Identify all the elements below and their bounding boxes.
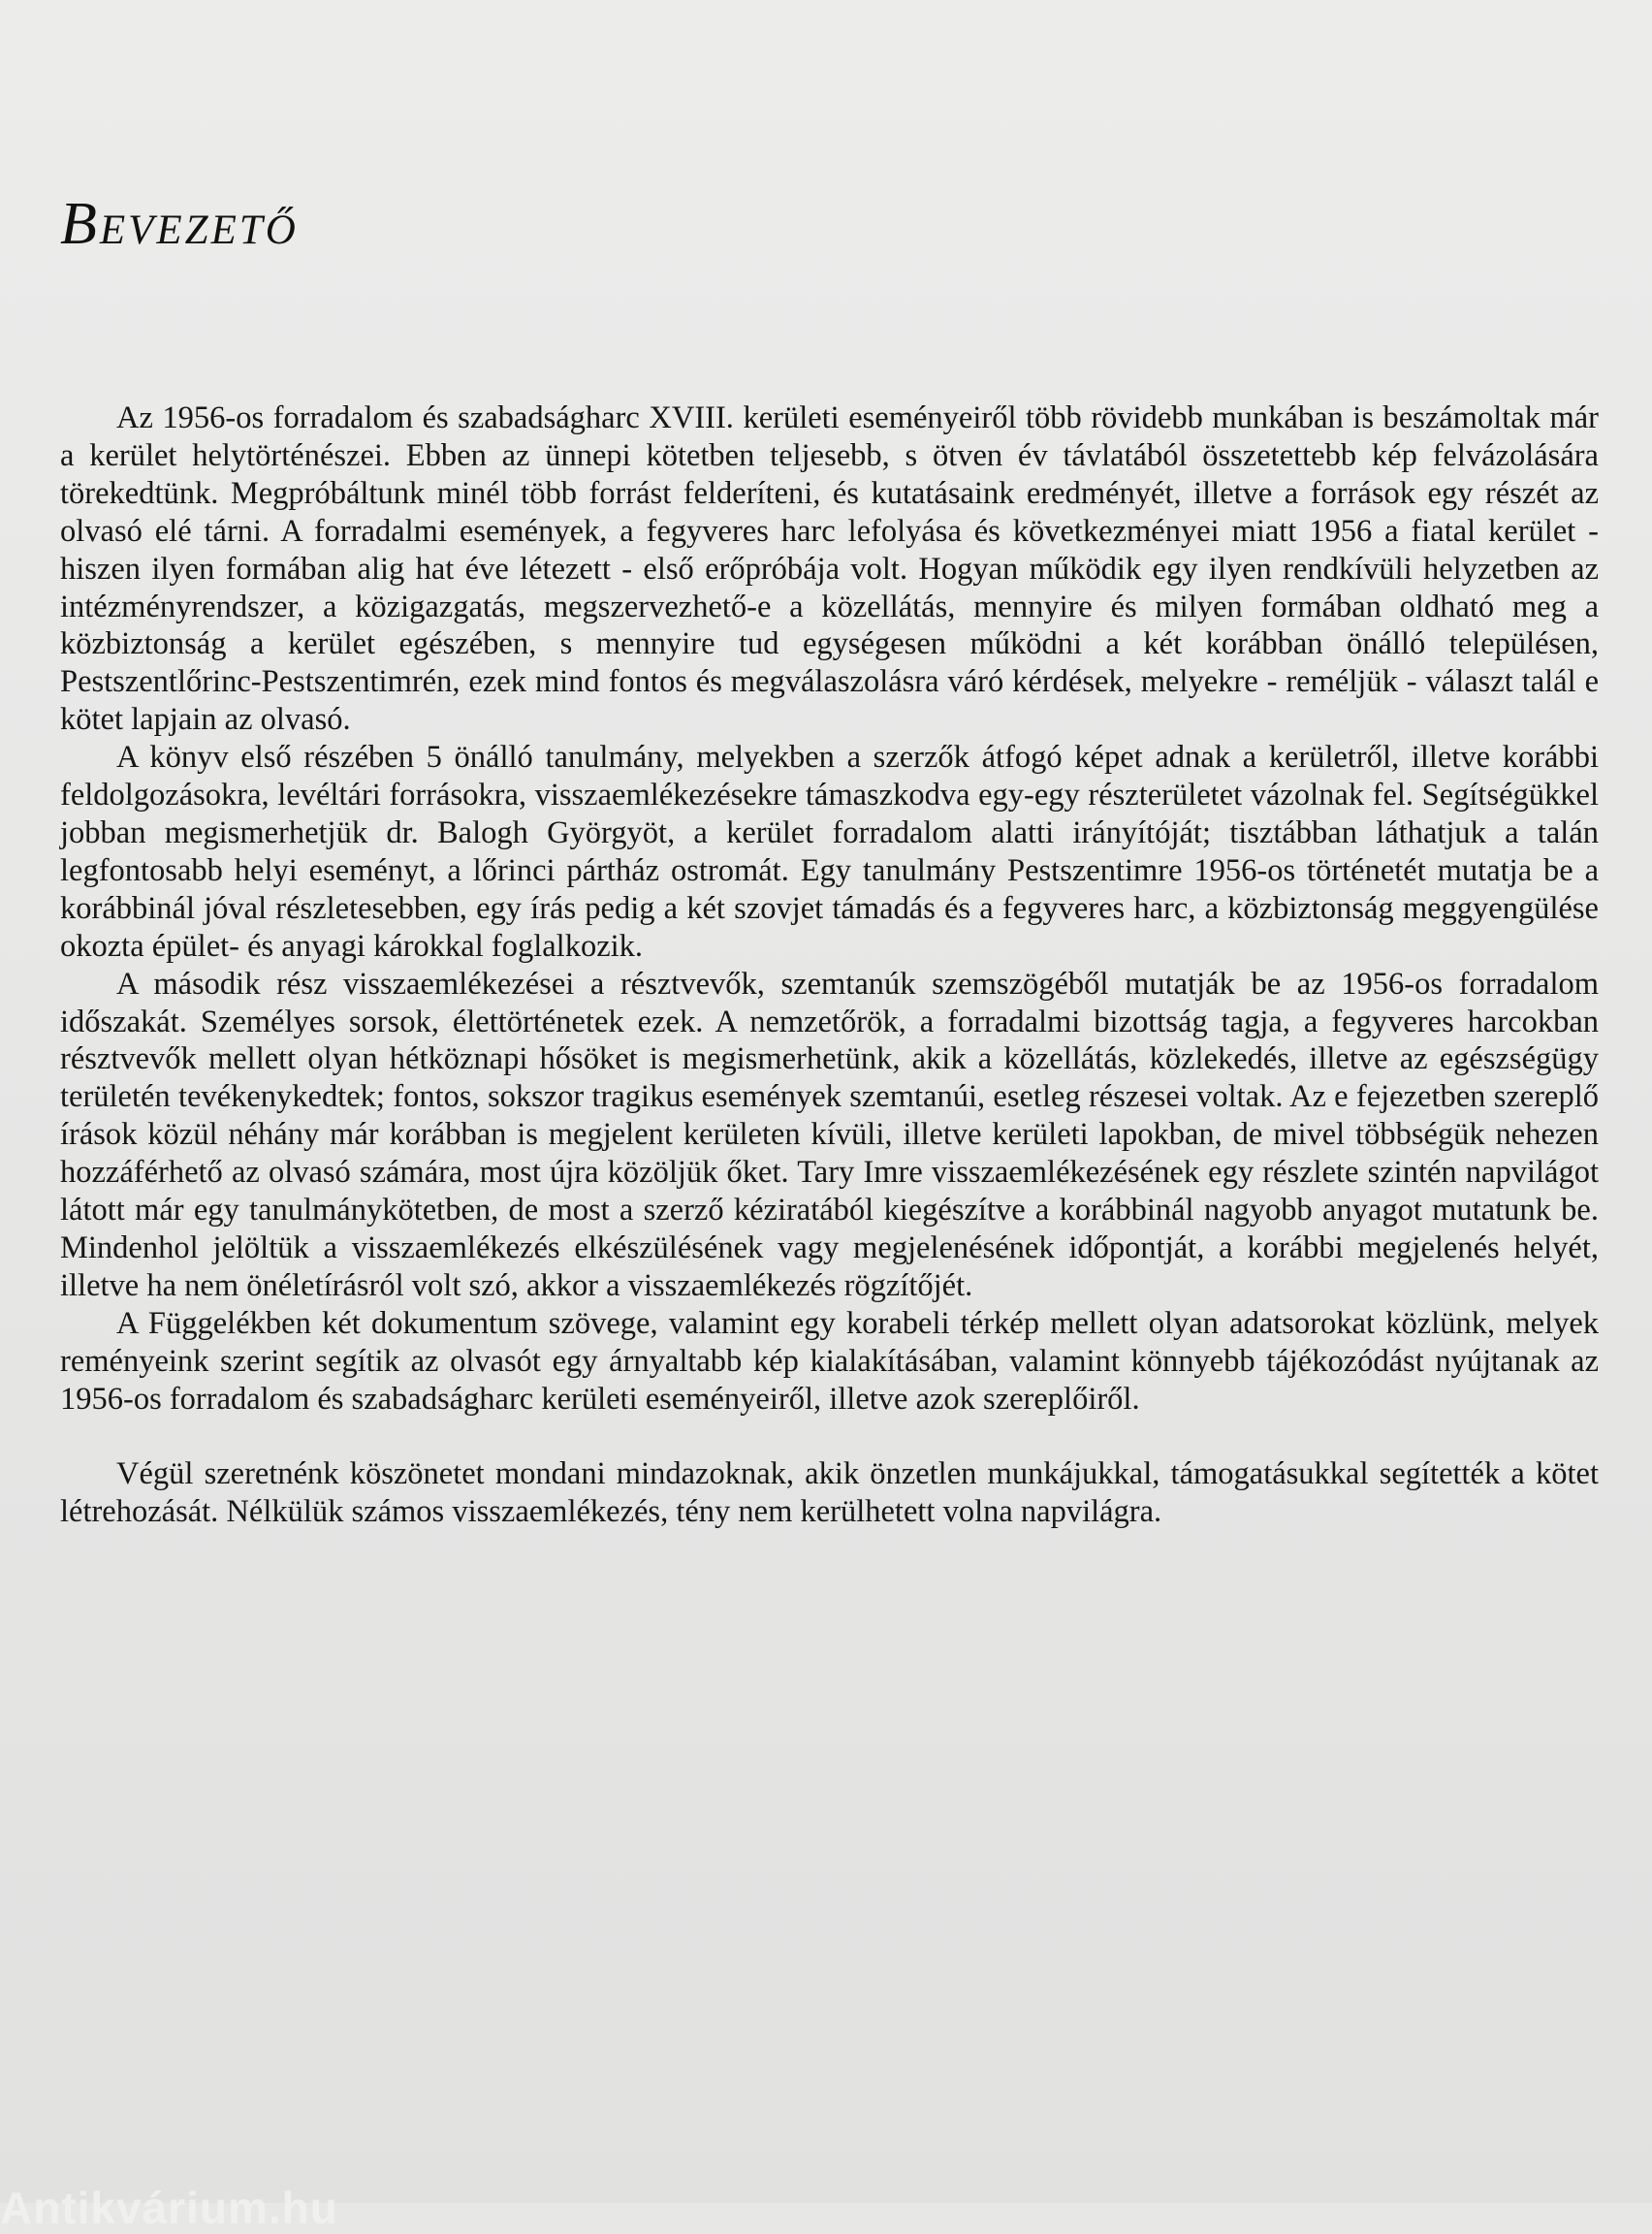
paragraph: A Függelékben két dokumentum szövege, valamint egy korabeli térkép mellett olyan adatsorokat közlünk, melyek reményeink szerint segítik az olvasót egy árnyaltabb kép kialakításában, valamint könnyebb tájékozódást nyújtanak az 1956-os forradalom és szabadságharc kerületi eseményeiről, illetve azok szereplőiről.	[60, 1305, 1599, 1417]
paragraph: A második rész visszaemlékezései a résztvevők, szemtanúk szemszögéből mutatják be az 1956-os forradalom időszakát. Személyes sorsok, élettörténetek ezek. A nemzetőrök, a forradalmi bizottság tagja, a fegyveres harcokban résztvevők mellett olyan hétköznapi hősöket is megismerhetünk, akik a közellátás, közlekedés, illetve az egészségügy területén tevékenykedtek; fontos, sokszor tragikus események szemtanúi, esetleg részesei voltak. Az e fejezetben szereplő írások közül néhány már korábban is megjelent kerületen kívüli, illetve kerületi lapokban, de mivel többségük nehezen hozzáférhető az olvasó számára, most újra közöljük őket. Tary Imre visszaemlékezésének egy részlete szintén napvilágot látott már egy tanulmánykötetben, de most a szerző kéziratából kiegészítve a korábbinál nagyobb anyagot mutatunk be. Mindenhol jelöltük a visszaemlékezés elkészülésének vagy megjelenésének időpontját, a korábbi megjelenés helyét, illetve ha nem önéletírásról volt szó, akkor a visszaemlékezés rögzítőjét.	[60, 966, 1599, 1303]
paragraph: A könyv első részében 5 önálló tanulmány, melyekben a szerzők átfogó képet adnak a kerületről, illetve korábbi feldolgozásokra, levéltári forrásokra, visszaemlékezésekre támaszkodva egy-egy részterületet vázolnak fel. Segítségükkel jobban megismerhetjük dr. Balogh Györgyöt, a kerület forradalom alatti irányítóját; tisztábban láthatjuk a talán legfontosabb helyi eseményt, a lőrinci pártház ostromát. Egy tanulmány Pestszentimre 1956-os történetét mutatja be a korábbinál jóval részletesebben, egy írás pedig a két szovjet támadás és a fegyveres harc, a közbiztonság meggyengülése okozta épület- és anyagi károkkal foglalkozik.	[60, 740, 1599, 964]
watermark: Antikvárium.hu	[0, 2183, 338, 2233]
closing-paragraph: Végül szeretnénk köszönetet mondani mindazoknak, akik önzetlen munkájukkal, támogatásukkal segítették a kötet létrehozását. Nélkülük számos visszaemlékezés, tény nem kerülhetett volna napvilágra.	[60, 1456, 1599, 1530]
chapter-title: Bevezető	[60, 191, 299, 257]
body-text	[60, 399, 1599, 1531]
paragraph: Az 1956-os forradalom és szabadságharc XVIII. kerületi eseményeiről több rövidebb munkában is beszámoltak már a kerület helytörténészei. Ebben az ünnepi kötetben teljesebb, s ötven év távlatából összetettebb kép felvázolására törekedtünk. Megpróbáltunk minél több forrást felderíteni, és kutatásaink eredményét, illetve a források egy részét az olvasó elé tárni. A forradalmi események, a fegyveres harc lefolyása és következményei miatt 1956 a fiatal kerület - hiszen ilyen formában alig hat éve létezett - első erőpróbája volt. Hogyan működik egy ilyen rendkívüli helyzetben az intézményrendszer, a közigazgatás, megszervezhető-e a közellátás, mennyire és milyen formában oldható meg a közbiztonság a kerület egészében, s mennyire tud egységesen működni a két korábban önálló településen, Pestszentlőrinc-Pestszentimrén, ezek mind fontos és megválaszolásra váró kérdések, melyekre - reméljük - választ talál e kötet lapjain az olvasó.	[60, 400, 1599, 738]
